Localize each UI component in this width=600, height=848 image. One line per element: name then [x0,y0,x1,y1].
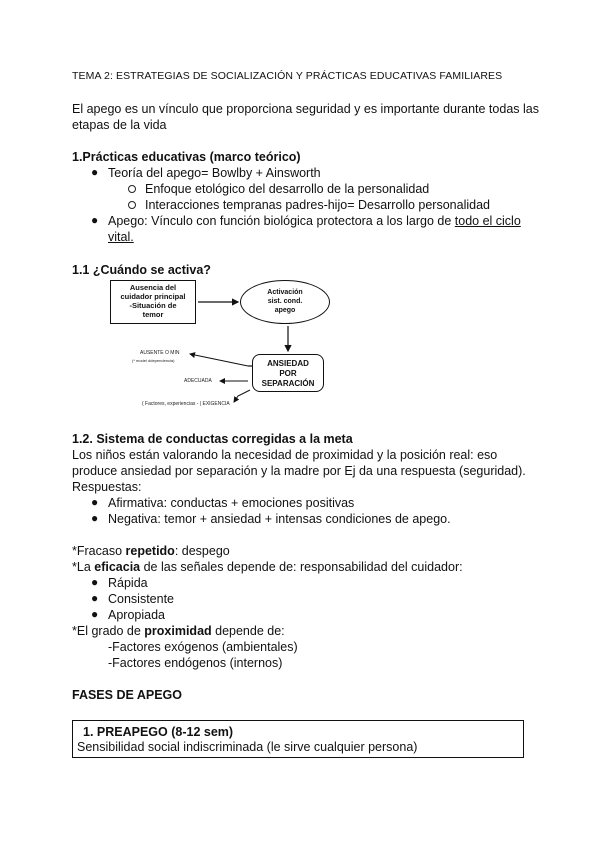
label-adecuada: ADECUADA [184,378,212,384]
note-text: depende de: [211,624,285,638]
section-1-2-para-line-2: produce ansiedad por separación y la madre por Ej da una respuesta (seguridad). [72,464,526,478]
phase-1-title: 1. PREAPEGO (8-12 sem) [83,725,234,739]
section-1-1-title: 1.1 ¿Cuándo se activa? [72,263,211,277]
list-item-apropiada: Apropiada [108,608,165,622]
arrow-ausente [190,354,248,366]
list-item-enfoque: Enfoque etológico del desarrollo de la personalidad [145,182,430,196]
box-ansiedad-separacion [252,354,324,392]
box-right-line: POR [279,369,297,378]
label-factores: ( Factores, experiencias - | EXIGENCIA [142,401,230,407]
bullet-icon: ● [91,213,99,227]
note-fracaso [72,543,230,559]
list-item-afirmativa: Afirmativa: conductas + emociones positivas [108,496,355,510]
list-item-consistente: Consistente [108,592,175,606]
ellipse-line: Activación [267,289,303,296]
apego-underlined-text: todo el ciclo [454,214,521,228]
section-1-2-title: 1.2. Sistema de conductas corregidas a la meta [72,432,353,446]
section-1-2-para-line-1: Los niños están valorando la necesidad de proximidad y la posición real: eso [72,448,498,462]
box-ausencia-cuidador [110,280,196,324]
note-text: : despego [174,544,230,558]
apego-text: Apego: Vínculo con función biológica protectora a los largo de [108,214,455,228]
list-item-teoria: Teoría del apego= Bowlby + Ainsworth [108,166,321,180]
box-left-line: temor [142,310,164,319]
note-text: *Fracaso [72,544,126,558]
bullet-icon: ● [91,495,99,509]
ellipse-activacion [240,280,330,324]
factores-exogenos: -Factores exógenos (ambientales) [108,640,298,654]
apego-underlined-continuation: vital. [108,230,134,244]
respuestas-label: Respuestas: [72,480,142,494]
box-left-line: -Situación de [129,301,177,310]
intro-line-2: etapas de la vida [72,118,167,132]
phase-1-description: Sensibilidad social indiscriminada (le sirve cualquier persona) [77,740,418,754]
note-bold-text: eficacia [94,560,141,574]
note-eficacia [72,559,463,575]
factores-endogenos: -Factores endógenos (internos) [108,656,283,670]
ellipse-line: apego [274,307,296,314]
note-proximidad [72,623,285,639]
note-text: *La [72,560,95,574]
phase-1-box [72,720,524,758]
box-right-line: SEPARACIÓN [261,379,315,388]
bullet-icon: ● [91,607,99,621]
circle-bullet-icon [128,201,136,209]
intro-line-1: El apego es un vínculo que proporciona seguridad y es importante durante todas las [72,102,539,116]
bullet-icon: ● [91,591,99,605]
note-text: *El grado de [72,624,145,638]
label-ausente: AUSENTE O MIN [140,350,180,356]
bullet-icon: ● [91,575,99,589]
list-item-negativa: Negativa: temor + ansiedad + intensas condiciones de apego. [108,512,451,526]
bullet-icon: ● [91,165,99,179]
document-header: TEMA 2: ESTRATEGIAS DE SOCIALIZACIÓN Y PRÁCTICAS EDUCATIVAS FAMILIARES [72,70,503,82]
arrow-factores [234,390,250,402]
list-item-interacciones: Interacciones tempranas padres-hijo= Desarrollo personalidad [145,198,490,212]
note-bold-text: proximidad [144,624,212,638]
fases-title: FASES DE APEGO [72,688,182,702]
list-item-rapida: Rápida [108,576,148,590]
label-ausente-sub: (* model ddependencia) [132,358,175,363]
bullet-icon: ● [91,511,99,525]
section-1-title: 1.Prácticas educativas (marco teórico) [72,150,301,164]
box-left-line: Ausencia del [129,283,177,292]
box-left-line: cuidador principal [120,292,186,301]
box-right-line: ANSIEDAD [267,359,309,368]
activation-diagram [110,278,330,413]
note-bold-text: repetido [125,544,175,558]
ellipse-line: sist. cond. [267,298,303,305]
list-item-apego [108,213,521,229]
circle-bullet-icon [128,185,136,193]
note-text: de las señales depende de: responsabilidad del cuidador: [140,560,463,574]
